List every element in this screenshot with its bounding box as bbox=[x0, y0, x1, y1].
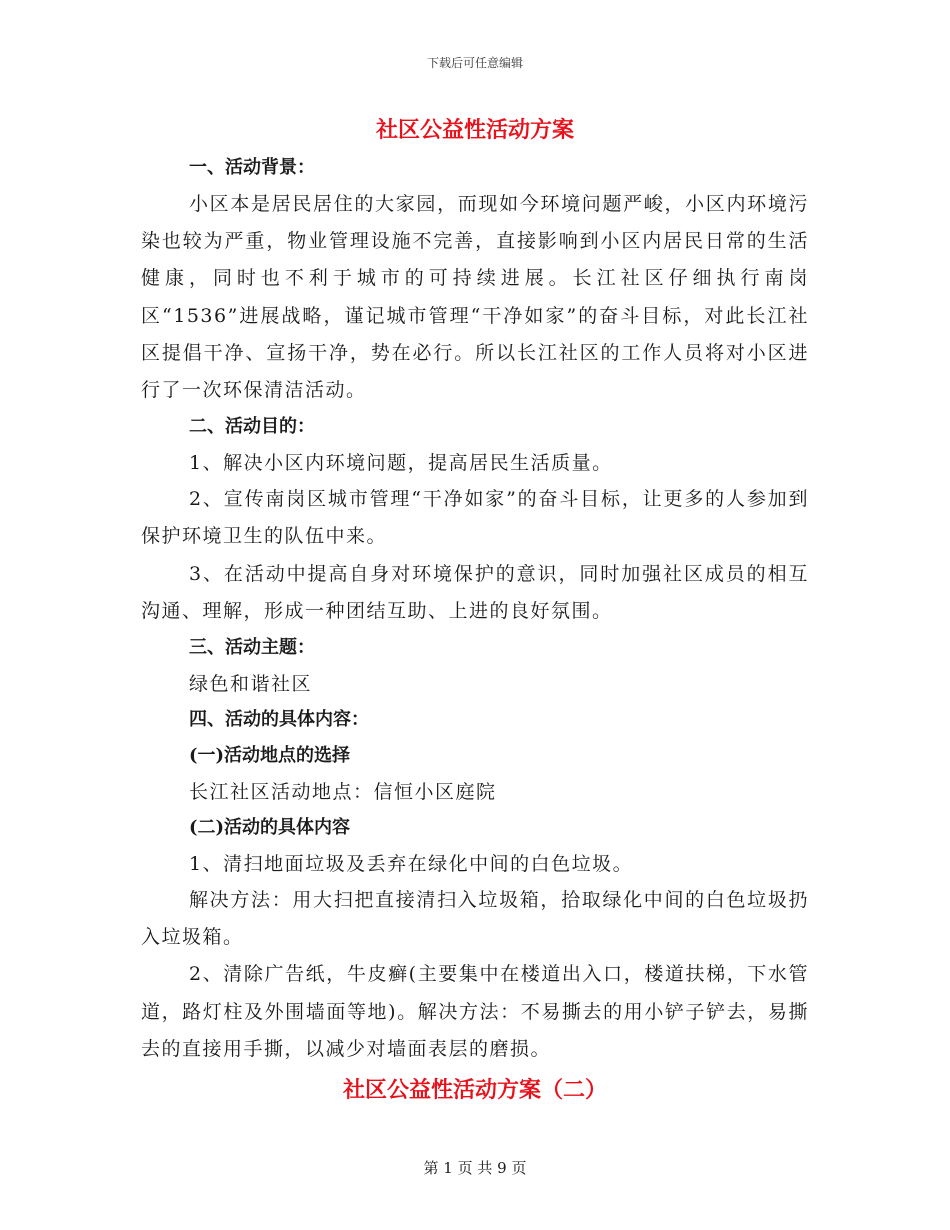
page-header-note: 下载后可任意编辑 bbox=[426, 56, 523, 70]
page-number: 第 1 页 共 9 页 bbox=[423, 1159, 527, 1177]
content-item-1-solution: 解决方法：用大扫把直接清扫入垃圾箱，拾取绿化中间的白色垃圾扔入垃圾箱。 bbox=[141, 889, 809, 949]
document-title-part-two: 社区公益性活动方案（二） bbox=[342, 1077, 607, 1104]
purpose-item-3: 3、在活动中提高自身对环境保护的意识，同时加强社区成员的相互沟通、理解，形成一种团结互助、上进的良好氛围。 bbox=[141, 562, 809, 622]
background-paragraph: 小区本是居民居住的大家园，而现如今环境问题严峻，小区内环境污染也较为严重，物业管理设施不完善，直接影响到小区内居民日常的生活健康，同时也不利于城市的可持续进展。长江社区仔细执行南岗区“1536”进展战略，谨记城市管理“干净如家”的奋斗目标，对此长江社区提倡干净、宣扬干净，势在必行。所以长江社区的工作人员将对小区进行了一次环保清洁活动。 bbox=[141, 193, 809, 402]
section-heading-content: 四、活动的具体内容： bbox=[189, 709, 369, 731]
theme-text: 绿色和谐社区 bbox=[189, 673, 313, 696]
section-heading-background: 一、活动背景： bbox=[189, 157, 315, 178]
purpose-item-1: 1、解决小区内环境问题，提高居民生活质量。 bbox=[189, 452, 613, 475]
content-item-1: 1、清扫地面垃圾及丢弃在绿化中间的白色垃圾。 bbox=[189, 853, 634, 876]
subsection-heading-details: (二)活动的具体内容 bbox=[189, 817, 351, 839]
location-text: 长江社区活动地点：信恒小区庭院 bbox=[189, 781, 497, 804]
section-heading-theme: 三、活动主题： bbox=[189, 637, 315, 659]
document-title: 社区公益性活动方案 bbox=[375, 117, 574, 143]
content-item-2: 2、清除广告纸，牛皮癣(主要集中在楼道出入口，楼道扶梯，下水管道，路灯柱及外围墙面等地)。解决方法：不易撕去的用小铲子铲去，易撕去的直接用手撕，以减少对墙面表层的磨损。 bbox=[141, 963, 809, 1060]
purpose-item-2: 2、宣传南岗区城市管理“干净如家”的奋斗目标，让更多的人参加到保护环境卫生的队伍中来。 bbox=[141, 488, 809, 548]
subsection-heading-location: (一)活动地点的选择 bbox=[189, 745, 351, 767]
document-body bbox=[141, 112, 809, 1110]
section-heading-purpose: 二、活动目的： bbox=[189, 416, 315, 438]
